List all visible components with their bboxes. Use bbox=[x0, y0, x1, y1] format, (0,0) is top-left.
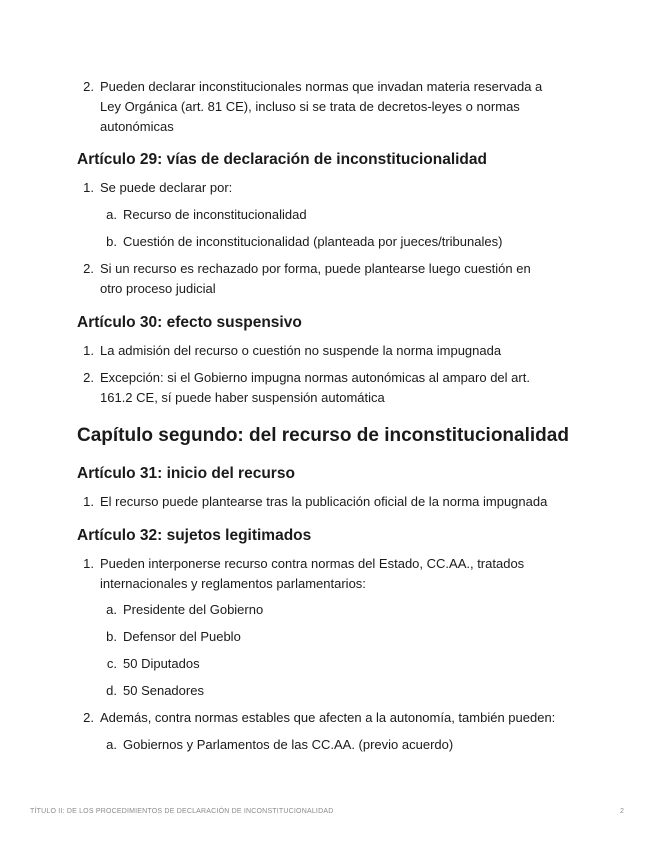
list-text-line: Ley Orgánica (art. 81 CE), incluso si se trata de decretos-leyes o normas bbox=[100, 99, 520, 114]
list-number: 2. bbox=[83, 710, 94, 725]
list-number: 1. bbox=[83, 180, 94, 195]
list-text-line: Pueden interponerse recurso contra normas del Estado, CC.AA., tratados bbox=[100, 556, 525, 571]
list-number: 2. bbox=[83, 370, 94, 385]
article-29-heading: Artículo 29: vías de declaración de inconstitucionalidad bbox=[77, 151, 487, 168]
list-text-line: internacionales y reglamentos parlamentarios: bbox=[100, 576, 366, 591]
chapter-title: Capítulo segundo: del recurso de inconstitucionalidad bbox=[77, 425, 569, 446]
sub-list-letter: a. bbox=[106, 602, 117, 617]
list-text: Se puede declarar por: bbox=[100, 180, 233, 195]
sub-list-text: 50 Diputados bbox=[123, 656, 200, 671]
article-31-heading: Artículo 31: inicio del recurso bbox=[77, 465, 295, 482]
sub-list-letter: d. bbox=[106, 683, 117, 698]
sub-list-text: Recurso de inconstitucionalidad bbox=[123, 207, 307, 222]
list-number: 1. bbox=[83, 494, 94, 509]
list-text-line: Pueden declarar inconstitucionales normas que invadan materia reservada a bbox=[100, 79, 543, 94]
sub-list-letter: c. bbox=[106, 656, 117, 671]
list-text: La admisión del recurso o cuestión no suspende la norma impugnada bbox=[100, 343, 502, 358]
list-text-line: 161.2 CE, sí puede haber suspensión automática bbox=[100, 390, 385, 405]
sub-list-text: Gobiernos y Parlamentos de las CC.AA. (previo acuerdo) bbox=[123, 737, 454, 752]
article-30-heading: Artículo 30: efecto suspensivo bbox=[77, 314, 302, 331]
list-text-line: Si un recurso es rechazado por forma, puede plantearse luego cuestión en bbox=[100, 261, 531, 276]
list-number: 1. bbox=[83, 556, 94, 571]
sub-list-letter: b. bbox=[106, 629, 117, 644]
list-number: 2. bbox=[83, 261, 94, 276]
list-text-line: autonómicas bbox=[100, 119, 174, 134]
list-text: El recurso puede plantearse tras la publicación oficial de la norma impugnada bbox=[100, 494, 548, 509]
sub-list-letter: b. bbox=[106, 234, 117, 249]
sub-list-letter: a. bbox=[106, 737, 117, 752]
sub-list-text: Defensor del Pueblo bbox=[123, 629, 241, 644]
article-32-heading: Artículo 32: sujetos legitimados bbox=[77, 527, 312, 544]
footer-title: TÍTULO II: DE LOS PROCEDIMIENTOS DE DECLARACIÓN DE INCONSTITUCIONALIDAD bbox=[30, 808, 334, 815]
list-number: 2. bbox=[83, 79, 94, 94]
list-text-line: Excepción: si el Gobierno impugna normas autonómicas al amparo del art. bbox=[100, 370, 530, 385]
list-text: Además, contra normas estables que afecten a la autonomía, también pueden: bbox=[100, 710, 556, 725]
page-number: 2 bbox=[620, 808, 625, 815]
sub-list-text: Cuestión de inconstitucionalidad (planteada por jueces/tribunales) bbox=[123, 234, 503, 249]
sub-list-letter: a. bbox=[106, 207, 117, 222]
sub-list-text: Presidente del Gobierno bbox=[123, 602, 264, 617]
list-text-line: otro proceso judicial bbox=[100, 281, 216, 296]
sub-list-text: 50 Senadores bbox=[123, 683, 204, 698]
list-number: 1. bbox=[83, 343, 94, 358]
